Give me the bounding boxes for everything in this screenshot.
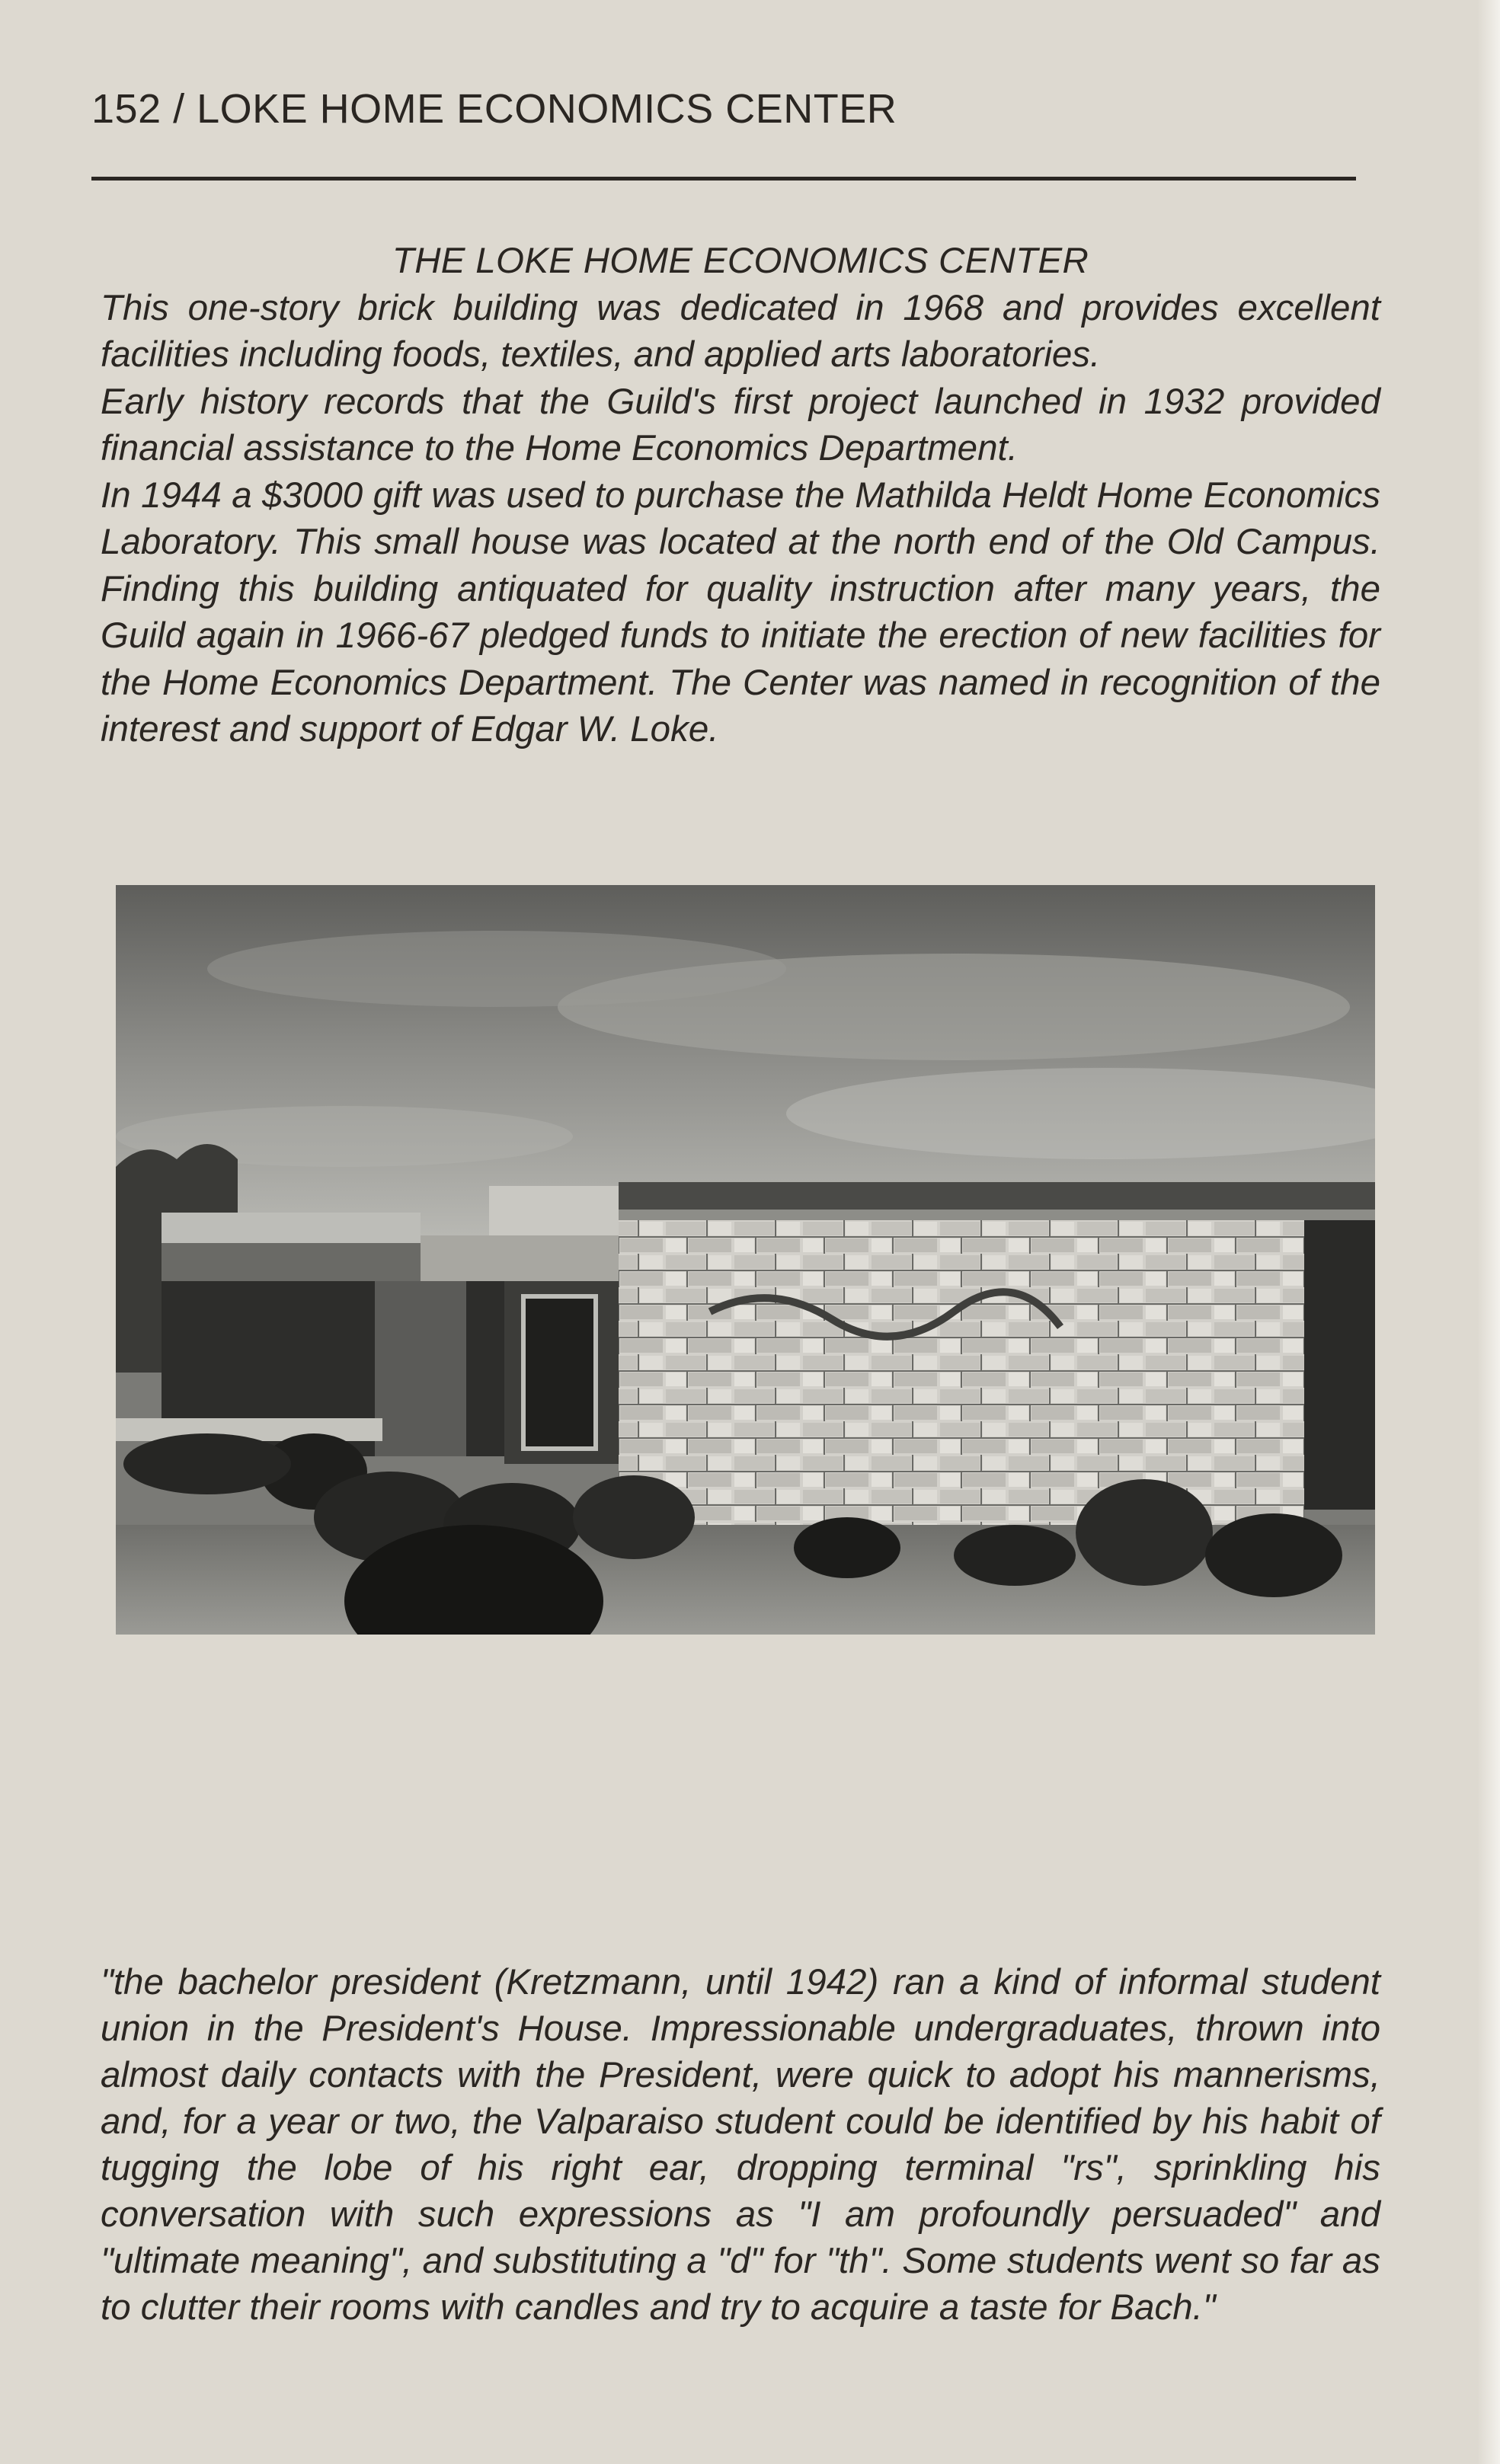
intro-paragraph-1: This one-story brick building was dedicated in 1968 and provides excellent facilities including foods, textiles, and applied arts laboratories. — [101, 287, 1380, 375]
intro-paragraph-2: Early history records that the Guild's first project launched in 1932 provided financial assistance to the Home Economics Department. — [101, 381, 1380, 468]
header-rule — [91, 177, 1356, 181]
running-head: 152 / LOKE HOME ECONOMICS CENTER — [91, 86, 897, 132]
page-edge — [1477, 0, 1500, 2464]
intro-section — [101, 238, 1380, 753]
quote-paragraph: "the bachelor president (Kretzmann, until 1942) ran a kind of informal student union in the President's House. Impressionable undergraduates, thrown into almost daily contacts with the President, were quick to adopt his mannerisms, and, for a year or two, the Valparaiso student could be identified by his habit of tugging the lobe of his right ear, dropping terminal "rs", sprinkling his conversation with such expressions as "I am profoundly persuaded" and "ultimate meaning", and substituting a "d" for "th". Some students went so far as to clutter their rooms with candles and try to acquire a taste for Bach." — [101, 1962, 1380, 2328]
intro-paragraph-3: In 1944 a $3000 gift was used to purchase the Mathilda Heldt Home Economics Laboratory. This small house was located at the north end of the Old Campus. Finding this building antiquated for quality instruction after many years, the Guild again in 1966-67 pledged funds to initiate the erection of new facilities for the Home Economics Department. The Center was named in recognition of the interest and support of Edgar W. Loke. — [101, 475, 1380, 749]
section-title: THE LOKE HOME ECONOMICS CENTER — [392, 241, 1089, 281]
building-photo — [116, 885, 1375, 1635]
building-photo-image — [116, 885, 1375, 1635]
stone-wall — [619, 1220, 1304, 1540]
page-header — [91, 85, 1356, 133]
